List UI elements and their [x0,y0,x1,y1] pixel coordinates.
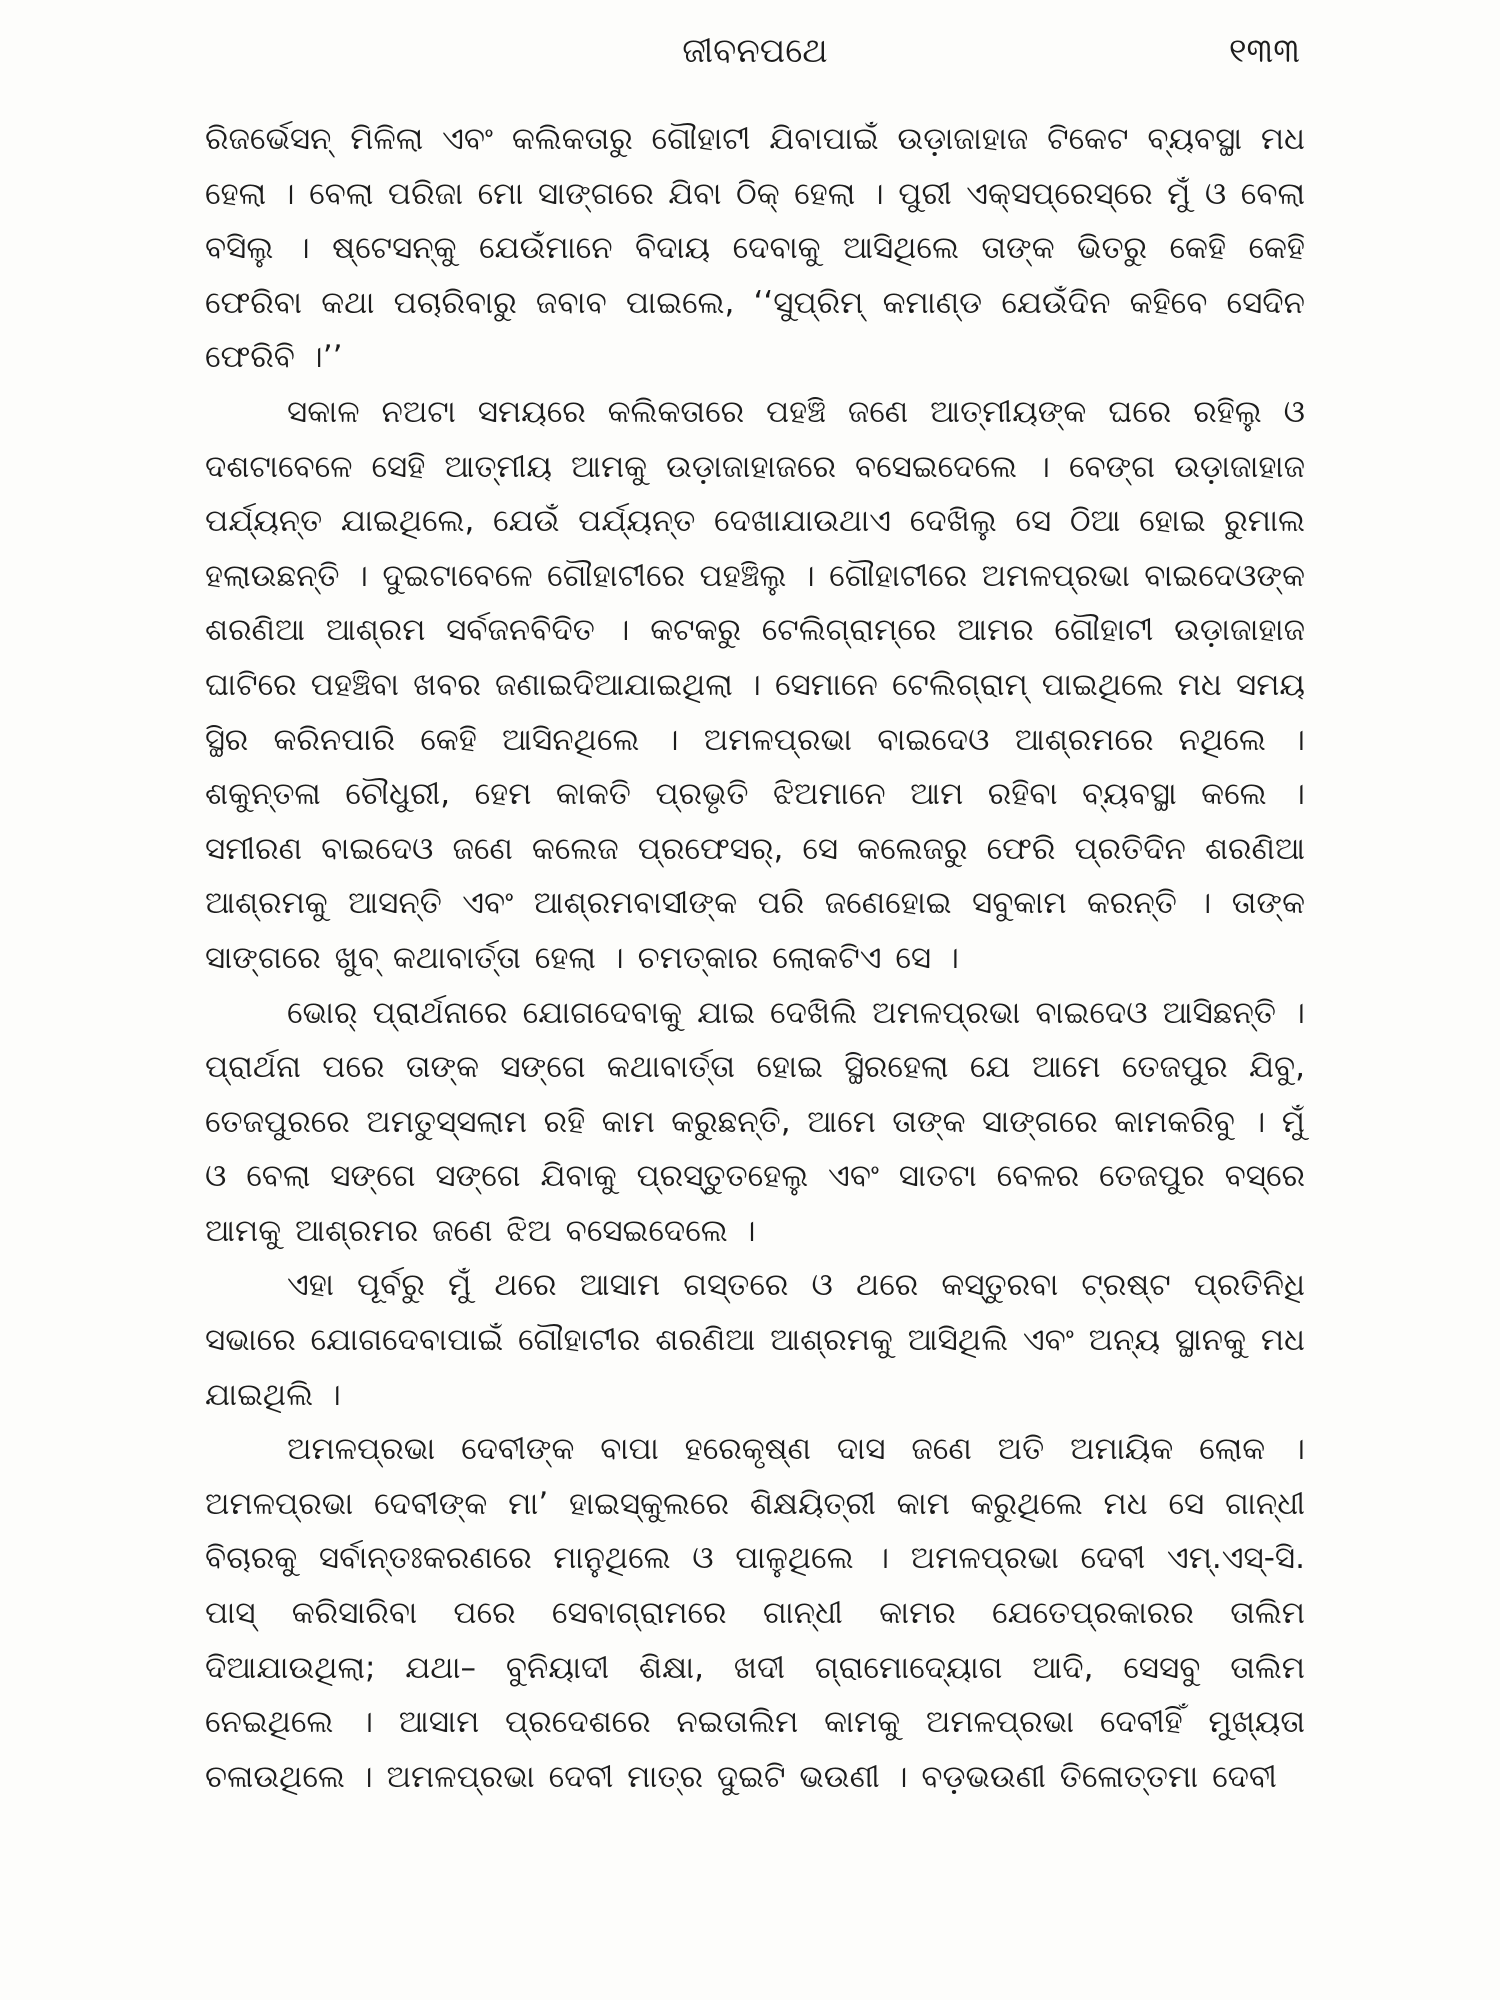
body-text [205,112,1305,1804]
running-title: ଜୀବନପଥେ [682,31,828,71]
paragraph: ରିଜର୍ଭେସନ୍ ମିଳିଲା ଏବଂ କଲିକତାରୁ ଗୌହାଟୀ ଯିବାପାଇଁ ଉଡ଼ାଜାହାଜ ଟିକେଟ ବ୍ୟବସ୍ଥା ମଧ ହେଲା । ବେଲା ପରିଜା ମୋ ସାଙ୍ଗରେ ଯିବା ଠିକ୍ ହେଲା । ପୁରୀ ଏକ୍ସପ୍ରେସ୍‌ରେ ମୁଁ ଓ ବେଲା ବସିଲୁ । ଷ୍ଟେସନ୍‌କୁ ଯେଉଁମାନେ ବିଦାୟ ଦେବାକୁ ଆସିଥିଲେ ତାଙ୍କ ଭିତରୁ କେହି କେହି ଫେରିବା କଥା ପଚାରିବାରୁ ଜବାବ ପାଇଲେ, ‘‘ସୁପ୍ରିମ୍ କମାଣ୍ଡ ଯେଉଁଦିନ କହିବେ ସେଦିନ ଫେରିବି ।’’ [205,121,1305,376]
paragraph: ସକାଳ ନଅଟା ସମୟରେ କଲିକତାରେ ପହଞ୍ଚି ଜଣେ ଆତ୍ମୀୟଙ୍କ ଘରେ ରହିଲୁ ଓ ଦଶଟାବେଳେ ସେହି ଆତ୍ମୀୟ ଆମକୁ ଉଡ଼ାଜାହାଜରେ ବସେଇଦେଲେ । ବେଙ୍ଗ ଉଡ଼ାଜାହାଜ ପର୍ଯ୍ୟନ୍ତ ଯାଇଥିଲେ, ଯେଉଁ ପର୍ଯ୍ୟନ୍ତ ଦେଖାଯାଉଥାଏ ଦେଖିଲୁ ସେ ଠିଆ ହୋଇ ରୁମାଲ ହଲାଉଛନ୍ତି । ଦୁଇଟାବେଳେ ଗୌହାଟୀରେ ପହଞ୍ଚିଲୁ । ଗୌହାଟୀରେ ଅମଳପ୍ରଭା ବାଇଦେଓଙ୍କ ଶରଣିଆ ଆଶ୍ରମ ସର୍ବଜନବିଦିତ । କଟକରୁ ଟେଲିଗ୍ରାମ୍‌ରେ ଆମର ଗୌହାଟୀ ଉଡ଼ାଜାହାଜ ଘାଟିରେ ପହଞ୍ଚିବା ଖବର ଜଣାଇଦିଆଯାଇଥିଲା । ସେମାନେ ଟେଲିଗ୍ରାମ୍ ପାଇଥିଲେ ମଧ ସମୟ ସ୍ଥିର କରିନପାରି କେହି ଆସିନଥିଲେ । ଅମଳପ୍ରଭା ବାଇଦେଓ ଆଶ୍ରମରେ ନଥିଲେ । ଶକୁନ୍ତଳା ଚୌଧୁରୀ, ହେମ କାକତି ପ୍ରଭୃତି ଝିଅମାନେ ଆମ ରହିବା ବ୍ୟବସ୍ଥା କଲେ । ସମୀରଣ ବାଇଦେଓ ଜଣେ କଲେଜ ପ୍ରଫେସର୍, ସେ କଲେଜରୁ ଫେରି ପ୍ରତିଦିନ ଶରଣିଆ ଆଶ୍ରମକୁ ଆସନ୍ତି ଏବଂ ଆଶ୍ରମବାସୀଙ୍କ ପରି ଜଣେହୋଇ ସବୁକାମ କରନ୍ତି । ତାଙ୍କ ସାଙ୍ଗରେ ଖୁବ୍ କଥାବାର୍ତ୍ତା ହେଲା । ଚମତ୍କାର ଲୋକଟିଏ ସେ । [205,393,1305,976]
paragraph: ଭୋର୍ ପ୍ରାର୍ଥନାରେ ଯୋଗଦେବାକୁ ଯାଇ ଦେଖିଲି ଅମଳପ୍ରଭା ବାଇଦେଓ ଆସିଛନ୍ତି । ପ୍ରାର୍ଥନା ପରେ ତାଙ୍କ ସଙ୍ଗେ କଥାବାର୍ତ୍ତା ହୋଇ ସ୍ଥିରହେଲା ଯେ ଆମେ ତେଜପୁର ଯିବୁ, ତେଜପୁରରେ ଅମତୁସ୍‌ସଲାମ ରହି କାମ କରୁଛନ୍ତି, ଆମେ ତାଙ୍କ ସାଙ୍ଗରେ କାମକରିବୁ । ମୁଁ ଓ ବେଲା ସଙ୍ଗେ ସଙ୍ଗେ ଯିବାକୁ ପ୍ରସ୍ତୁତହେଲୁ ଏବଂ ସାତଟା ବେଳର ତେଜପୁର ବସ୍‌ରେ ଆମକୁ ଆଶ୍ରମର ଜଣେ ଝିଅ ବସେଇଦେଲେ । [205,994,1305,1249]
page-number: ୧୩୩ [1228,31,1300,71]
running-header [210,26,1300,76]
paragraph: ଅମଳପ୍ରଭା ଦେବୀଙ୍କ ବାପା ହରେକୃଷ୍ଣ ଦାସ ଜଣେ ଅତି ଅମାୟିକ ଲୋକ । ଅମଳପ୍ରଭା ଦେବୀଙ୍କ ମା’ ହାଇସ୍କୁଲରେ ଶିକ୍ଷୟିତ୍ରୀ କାମ କରୁଥିଲେ ମଧ ସେ ଗାନ୍ଧୀ ବିଚାରକୁ ସର୍ବାନ୍ତଃକରଣରେ ମାନୁଥିଲେ ଓ ପାଳୁଥିଲେ । ଅମଳପ୍ରଭା ଦେବୀ ଏମ୍.ଏସ୍-ସି. ପାସ୍ କରିସାରିବା ପରେ ସେବାଗ୍ରାମରେ ଗାନ୍ଧୀ କାମର ଯେତେପ୍ରକାରର ତାଲିମ ଦିଆଯାଉଥିଲା; ଯଥା– ବୁନିୟାଦୀ ଶିକ୍ଷା, ଖଦୀ ଗ୍ରାମୋଦ୍ୟୋଗ ଆଦି, ସେସବୁ ତାଲିମ ନେଇଥିଲେ । ଆସାମ ପ୍ରଦେଶରେ ନଇତାଲିମ କାମକୁ ଅମଳପ୍ରଭା ଦେବୀହିଁ ମୁଖ୍ୟତା ଚଳାଉଥିଲେ । ଅମଳପ୍ରଭା ଦେବୀ ମାତ୍ର ଦୁଇଟି ଭଉଣୀ । ବଡ଼ଭଉଣୀ ତିଳୋତ୍ତମା ଦେବୀ [205,1431,1305,1795]
paragraph: ଏହା ପୂର୍ବରୁ ମୁଁ ଥରେ ଆସାମ ଗସ୍ତରେ ଓ ଥରେ କସ୍ତୁରବା ଟ୍ରଷ୍ଟ ପ୍ରତିନିଧି ସଭାରେ ଯୋଗଦେବାପାଇଁ ଗୌହାଟୀର ଶରଣିଆ ଆଶ୍ରମକୁ ଆସିଥିଲି ଏବଂ ଅନ୍ୟ ସ୍ଥାନକୁ ମଧ ଯାଇଥିଲି । [205,1267,1305,1413]
